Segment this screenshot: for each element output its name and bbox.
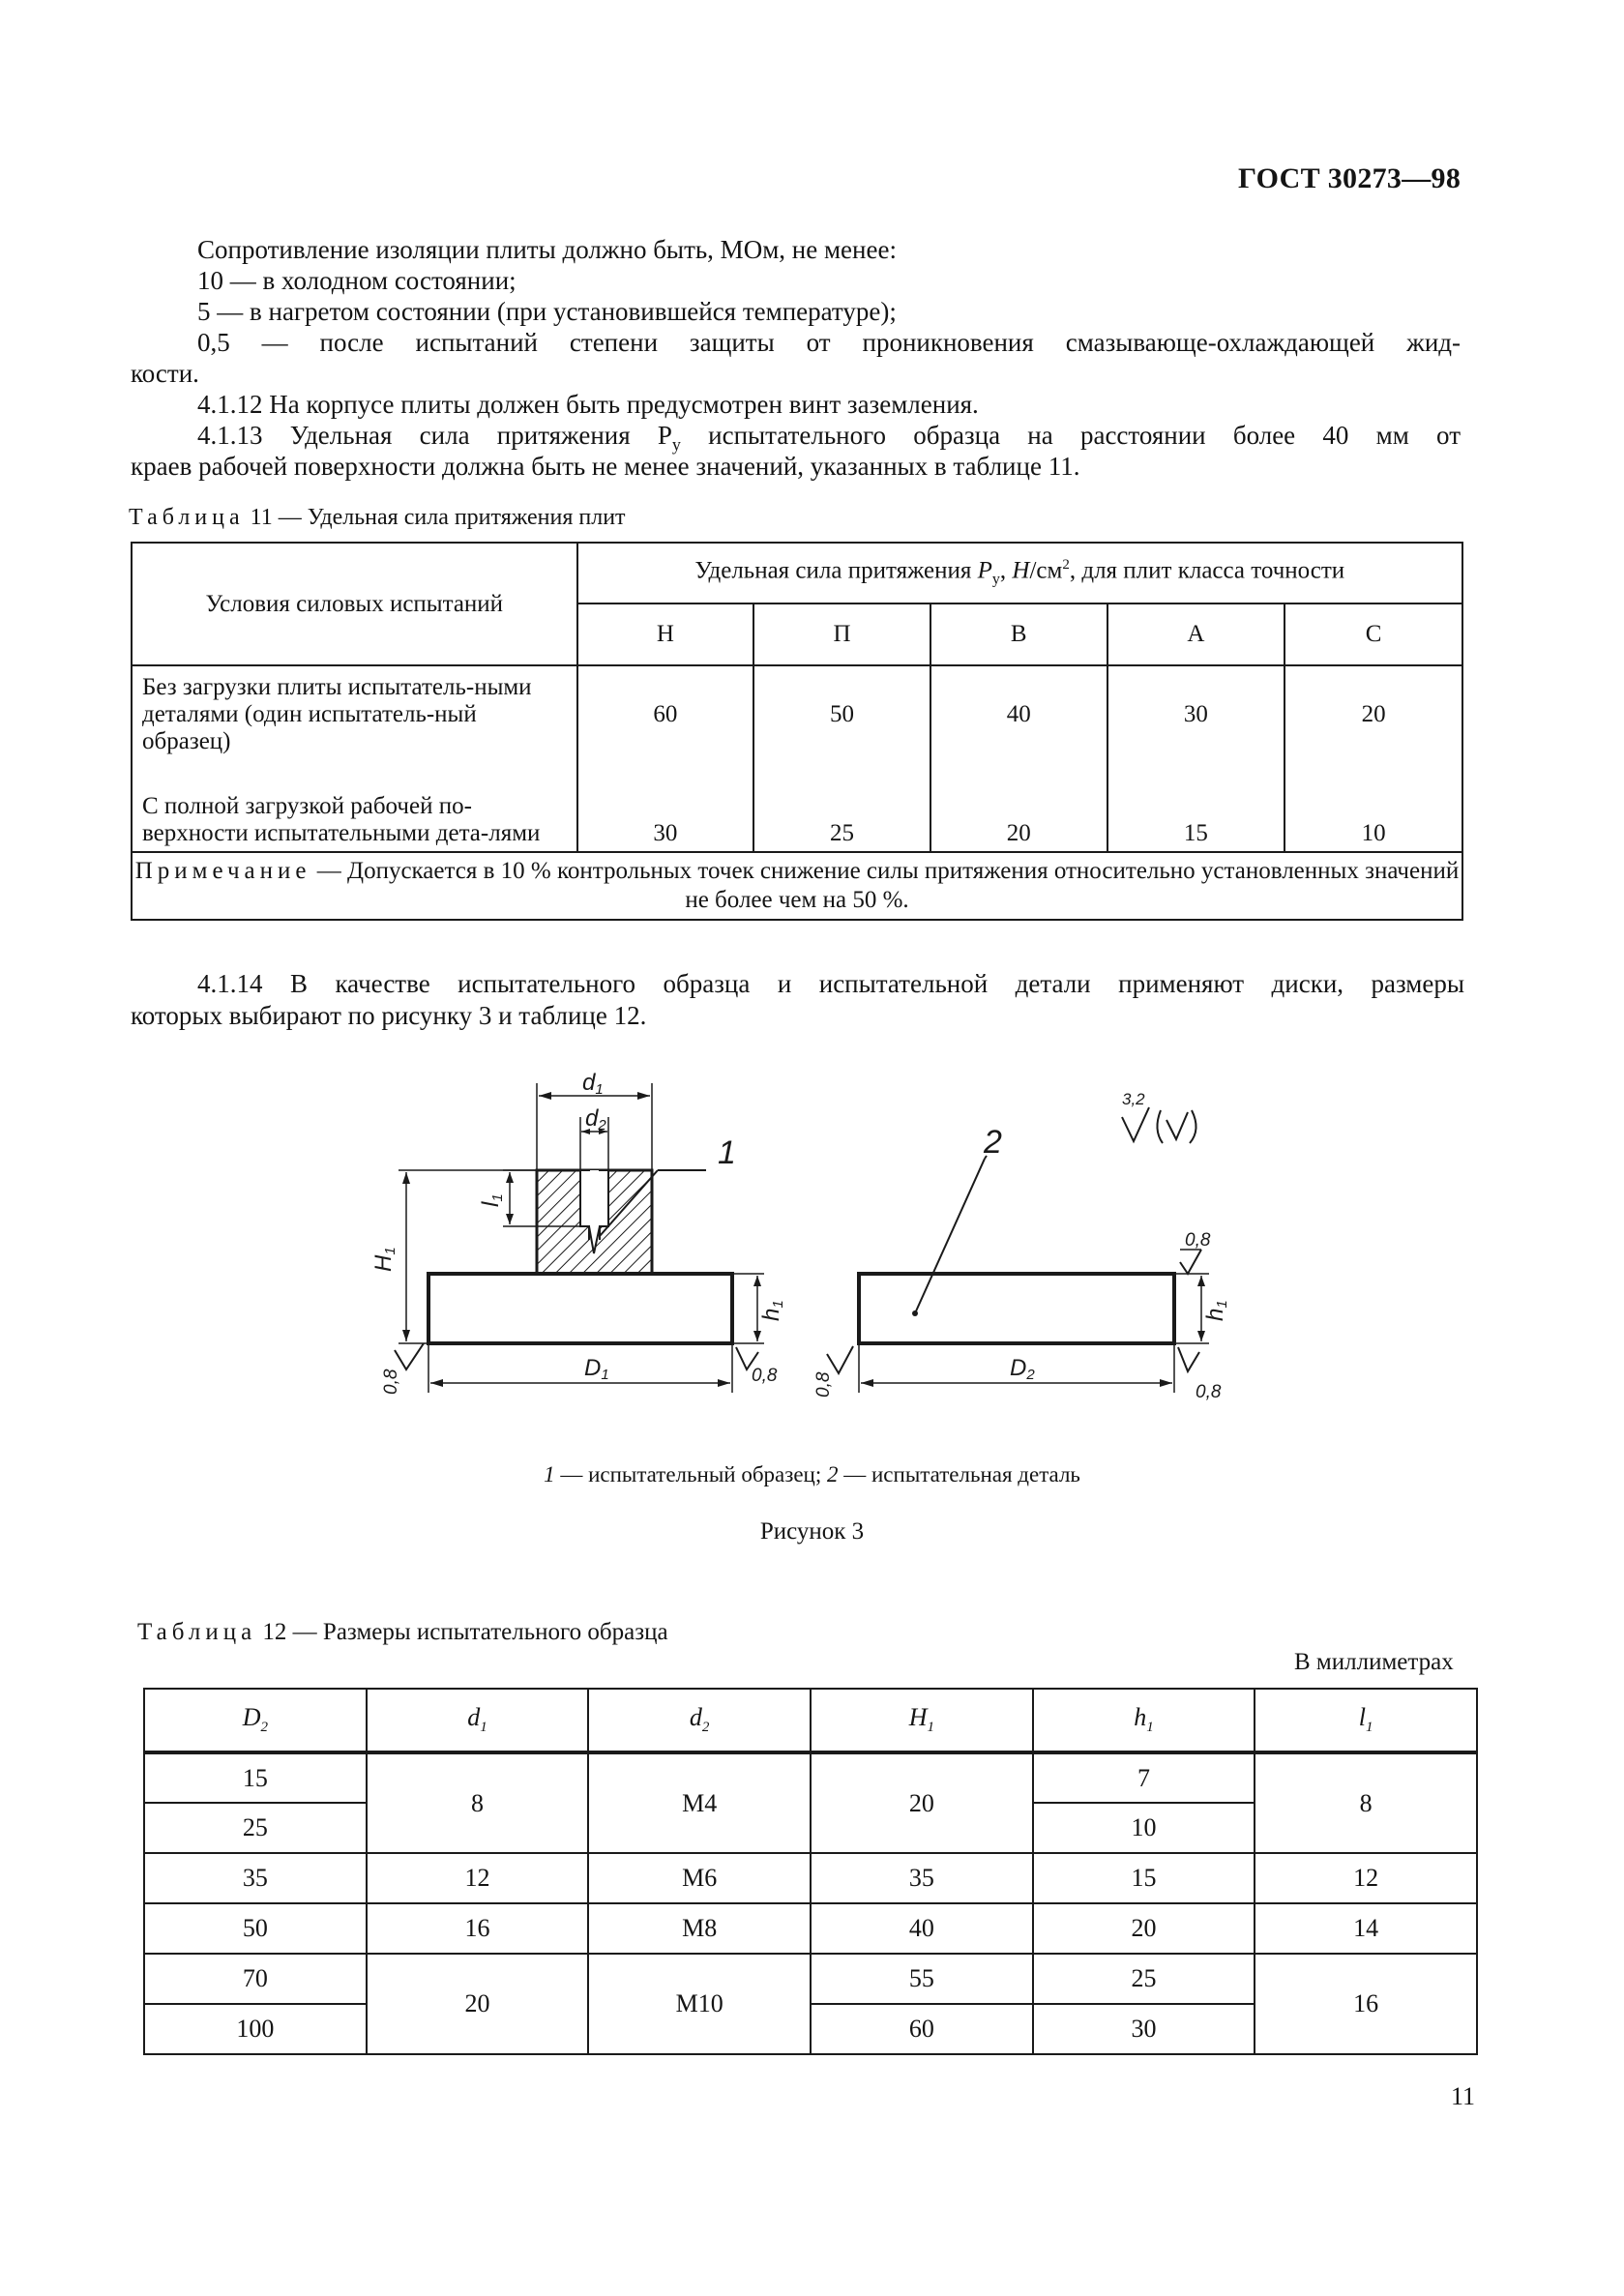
legend-num-1: 1 xyxy=(544,1462,555,1487)
group-header-text: Удельная сила притяжения xyxy=(694,557,978,584)
cell-H1: 35 xyxy=(811,1853,1033,1903)
para-4113-line2: краев рабочей поверхности должна быть не менее значений, указанных в таблице 11. xyxy=(131,452,1080,481)
roughness-label: 0,8 xyxy=(1185,1230,1211,1251)
table12-caption-rest: 12 — Размеры испытательного образца xyxy=(256,1619,668,1645)
test-part-right xyxy=(859,1274,1174,1343)
callout-1: 1 xyxy=(718,1134,736,1171)
callout-2: 2 xyxy=(984,1124,1002,1161)
class-p: П xyxy=(753,603,930,665)
table11-caption-rest: 11 — Удельная сила притяжения плит xyxy=(244,505,626,530)
label-H1: H1 xyxy=(370,1247,399,1272)
cell-h1: 7 xyxy=(1033,1752,1255,1803)
para-line-1: Сопротивление изоляции плиты должно быть, МОм, не менее: xyxy=(197,235,897,264)
legend-num-2: 2 xyxy=(827,1462,839,1487)
roughness-label: 0,8 xyxy=(381,1369,401,1395)
roughness-label: 0,8 xyxy=(752,1366,778,1386)
group-header-unit: Н xyxy=(1012,557,1030,584)
figure-3-drawing xyxy=(368,1064,1257,1412)
note-label: Примечание xyxy=(134,858,311,884)
cell-H1: 20 xyxy=(811,1752,1033,1853)
figure-3-title: Рисунок 3 xyxy=(759,1518,865,1545)
para-line-4: 0,5 — после испытаний степени защиты от проникновения смазывающе-охлаждающей жид- xyxy=(197,328,1461,357)
group-header-unit-rest: /см xyxy=(1029,557,1063,584)
cell-d1: 12 xyxy=(367,1853,589,1903)
class-v: В xyxy=(930,603,1107,665)
cell-h1: 30 xyxy=(1033,2004,1255,2054)
cell-D2: 35 xyxy=(144,1853,367,1903)
cell-H1: 60 xyxy=(811,2004,1033,2054)
legend-text-1: — испытательный образец; xyxy=(554,1462,827,1487)
col-header-h1: $h_1$ xyxy=(1033,1689,1255,1752)
cell-D2: 15 xyxy=(144,1752,367,1803)
cell-D2: 70 xyxy=(144,1954,367,2004)
group-header-psub: у xyxy=(991,571,1000,588)
cell-D2: 25 xyxy=(144,1803,367,1853)
class-h: Н xyxy=(577,603,754,665)
class-a: А xyxy=(1107,603,1285,665)
table11-header-group xyxy=(577,543,1463,603)
page-number: 11 xyxy=(1451,2082,1476,2110)
para-4113-sub: у xyxy=(671,434,681,455)
class-c: С xyxy=(1284,603,1462,665)
table-12 xyxy=(143,1688,1478,2055)
roughness-label: 0,8 xyxy=(813,1371,834,1398)
table-11 xyxy=(131,542,1463,921)
group-header-sep: , xyxy=(999,557,1013,584)
group-header-tail: , для плит класса точности xyxy=(1069,557,1345,584)
col-header-d1: $d_1$ xyxy=(367,1689,589,1752)
col-header-H1: $H_1$ xyxy=(811,1689,1033,1752)
cell-l1: 16 xyxy=(1255,1954,1477,2054)
col-header-D2: $D_2$ xyxy=(144,1689,367,1752)
note-text: — Допускается в 10 % контрольных точек снижение силы притяжения относительно установленных значений не более чем на 50 %. xyxy=(310,858,1460,913)
cell-h1: 25 xyxy=(1033,1954,1255,2004)
table11-cell: 30 xyxy=(1107,665,1285,763)
table12-units: В миллиметрах xyxy=(1294,1649,1454,1675)
table11-note xyxy=(132,852,1462,920)
cell-D2: 100 xyxy=(144,2004,367,2054)
document-id: ГОСТ 30273—98 xyxy=(1238,162,1462,194)
para-4113-start: 4.1.13 Удельная сила притяжения Р xyxy=(197,421,672,450)
cell-l1: 14 xyxy=(1255,1903,1477,1954)
label-h1-right: h1 xyxy=(1202,1300,1230,1321)
cell-l1: 8 xyxy=(1255,1752,1477,1853)
col-header-d2: $d_2$ xyxy=(588,1689,811,1752)
cell-h1: 15 xyxy=(1033,1853,1255,1903)
group-header-sup: 2 xyxy=(1062,557,1070,574)
cell-h1: 10 xyxy=(1033,1803,1255,1853)
label-d1: d1 xyxy=(582,1070,604,1098)
roughness-label: 0,8 xyxy=(1196,1382,1222,1402)
para-4112: 4.1.12 На корпусе плиты должен быть предусмотрен винт заземления. xyxy=(197,390,979,419)
cell-H1: 55 xyxy=(811,1954,1033,2004)
label-d2: d2 xyxy=(585,1105,606,1133)
legend-text-2: — испытательная деталь xyxy=(838,1462,1080,1487)
table11-cell: 15 xyxy=(1107,763,1285,852)
table11-caption-word: Таблица xyxy=(129,505,245,530)
label-l1: l1 xyxy=(478,1193,506,1207)
table11-cell: 30 xyxy=(577,763,754,852)
table11-row1-condition: Без загрузки плиты испытатель-ными деталями (один испытатель-ный образец) xyxy=(132,665,577,763)
label-h1-left: h1 xyxy=(758,1300,786,1321)
cell-H1: 40 xyxy=(811,1903,1033,1954)
table11-cell: 60 xyxy=(577,665,754,763)
cell-l1: 12 xyxy=(1255,1853,1477,1903)
label-D2: D2 xyxy=(1010,1355,1035,1383)
figure-3-legend xyxy=(0,1462,1624,1487)
group-header-p: Р xyxy=(977,557,992,584)
label-D1: D1 xyxy=(584,1355,609,1383)
cell-h1: 20 xyxy=(1033,1903,1255,1954)
col-header-l1: $l_1$ xyxy=(1255,1689,1477,1752)
test-part-base-left xyxy=(428,1274,732,1343)
table12-caption xyxy=(137,1619,668,1646)
table11-cell: 10 xyxy=(1284,763,1462,852)
cell-d1: 8 xyxy=(367,1752,589,1853)
table11-cell: 25 xyxy=(753,763,930,852)
test-sample-drawing xyxy=(537,1170,652,1274)
cell-d2: М8 xyxy=(588,1903,811,1954)
table12-caption-word: Таблица xyxy=(137,1619,257,1645)
cell-d1: 16 xyxy=(367,1903,589,1954)
roughness-general-label: 3,2 xyxy=(1122,1090,1145,1108)
table11-row2-condition: С полной загрузкой рабочей по-верхности испытательными дета-лями xyxy=(132,763,577,852)
cell-d2: М6 xyxy=(588,1853,811,1903)
table11-caption xyxy=(129,505,626,531)
cell-d1: 20 xyxy=(367,1954,589,2054)
table11-cell: 50 xyxy=(753,665,930,763)
para-line-3: 5 — в нагретом состоянии (при установившейся температуре); xyxy=(197,297,897,326)
para-line-5: кости. xyxy=(131,359,199,388)
cell-d2: М10 xyxy=(588,1954,811,2054)
cell-D2: 50 xyxy=(144,1903,367,1954)
para-line-2: 10 — в холодном состоянии; xyxy=(197,266,517,295)
cell-d2: М4 xyxy=(588,1752,811,1853)
para-4114-line2: которых выбирают по рисунку 3 и таблице 12. xyxy=(131,1001,647,1030)
table11-cell: 20 xyxy=(1284,665,1462,763)
para-4113-end: испытательного образца на расстоянии более 40 мм от xyxy=(680,421,1461,450)
table11-header-conditions: Условия силовых испытаний xyxy=(132,543,577,665)
table11-cell: 40 xyxy=(930,665,1107,763)
para-4114-line1: 4.1.14 В качестве испытательного образца и испытательной детали применяют диски, размеры xyxy=(197,969,1464,998)
table11-cell: 20 xyxy=(930,763,1107,852)
